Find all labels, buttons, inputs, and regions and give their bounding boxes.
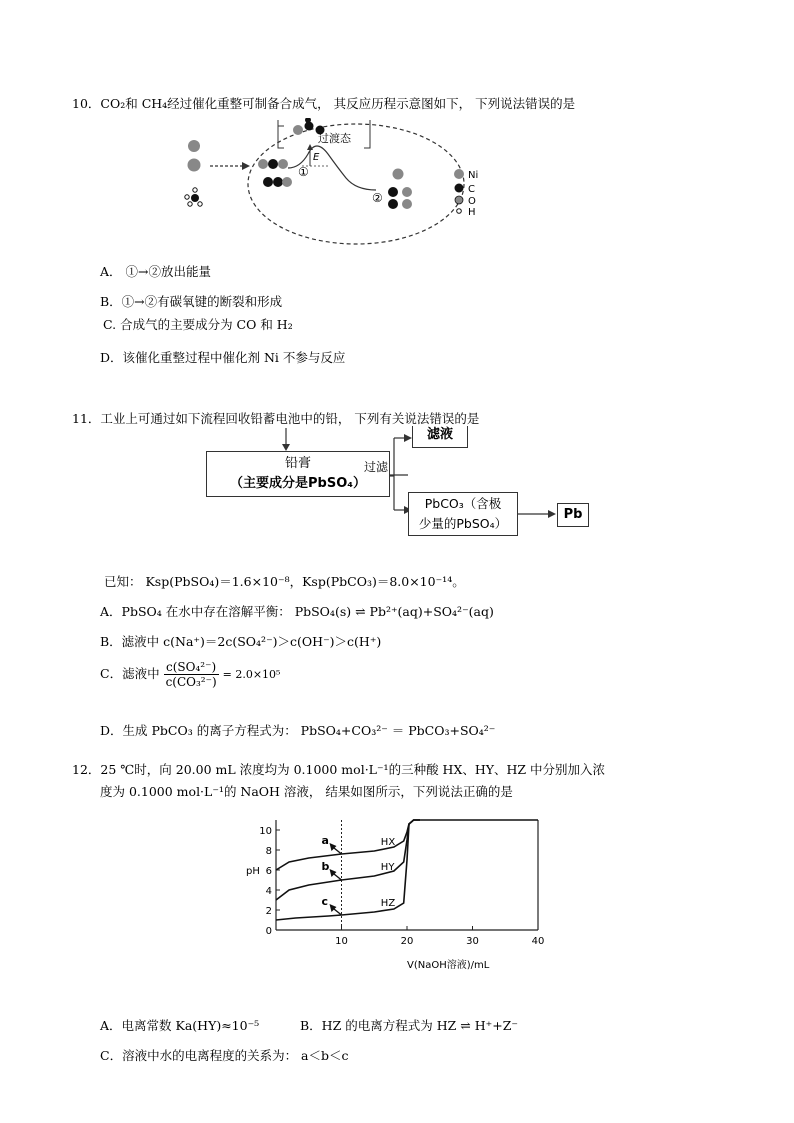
- legend-h: H: [468, 207, 476, 218]
- q11-stem: 11．工业上可通过如下流程回收铅蓄电池中的铅， 下列有关说法错误的是: [72, 411, 480, 426]
- x-tick-label: 20: [400, 936, 414, 947]
- x-tick-label: 10: [335, 936, 348, 947]
- lead-paste-label: 铅膏: [284, 456, 311, 471]
- q10-reaction-diagram: [170, 118, 490, 250]
- fraction-numerator: c(SO₄²⁻): [164, 660, 219, 675]
- fraction-denominator: c(CO₃²⁻): [165, 675, 217, 689]
- q10-option-c[interactable]: C. 合成气的主要成分为 CO 和 H₂: [103, 317, 293, 332]
- series-line-hz: [276, 820, 420, 920]
- q10-option-a[interactable]: A． ①→②放出能量: [100, 264, 211, 279]
- legend-c: C: [468, 184, 475, 195]
- pb-box: Pb: [557, 503, 589, 527]
- x-tick-label: 40: [531, 936, 545, 947]
- q11-option-a[interactable]: A．PbSO₄ 在水中存在溶解平衡： PbSO₄(s) ⇌ Pb²⁺(aq)+SO₄²⁻(aq): [100, 604, 494, 619]
- y-tick-label: 8: [265, 846, 272, 857]
- y-tick-label: 2: [265, 906, 272, 917]
- step2-label: ②: [372, 191, 383, 205]
- y-tick-label: 10: [259, 826, 272, 837]
- q10-option-b[interactable]: B．①→②有碳氧键的断裂和形成: [100, 294, 283, 309]
- q11-option-c[interactable]: [100, 660, 280, 689]
- q11-option-c-fraction: [164, 660, 219, 689]
- legend-ni: Ni: [468, 170, 479, 181]
- series-label-hy: HY: [380, 862, 395, 873]
- point-label-c: c: [321, 895, 329, 908]
- q12-stem-line2: 度为 0.1000 mol·L⁻¹的 NaOH 溶液， 结果如图所示，下列说法正确的是: [100, 784, 513, 799]
- q11-option-c-prefix: C．滤液中: [100, 666, 160, 681]
- q12-option-b[interactable]: B．HZ 的电离方程式为 HZ ⇌ H⁺+Z⁻: [300, 1018, 518, 1033]
- step1-label: ①: [298, 165, 309, 179]
- pbco3-box: [408, 492, 518, 536]
- q12-option-a[interactable]: A．电离常数 Ka(HY)≈10⁻⁵: [100, 1018, 260, 1033]
- q11-option-c-value: = 2.0×10⁵: [222, 668, 281, 681]
- q12-stem-line1: 12．25 ℃时，向 20.00 mL 浓度均为 0.1000 mol·L⁻¹的三种酸 HX、HY、HZ 中分别加入浓: [72, 762, 606, 777]
- pbco3-line2: 少量的PbSO₄）: [418, 516, 508, 531]
- lead-paste-component: （主要成分是PbSO₄）: [230, 476, 366, 491]
- x-axis-label: V(NaOH溶液)/mL: [407, 960, 490, 971]
- legend-o: O: [468, 196, 476, 207]
- q11-known: 已知： Ksp(PbSO₄)＝1.6×10⁻⁸，Ksp(PbCO₃)＝8.0×10⁻¹⁴。: [104, 574, 465, 589]
- q10-option-d[interactable]: D．该催化重整过程中催化剂 Ni 不参与反应: [100, 350, 346, 365]
- q10-stem: 10．CO₂和 CH₄经过催化重整可制备合成气， 其反应历程示意图如下， 下列说法错误的是: [72, 96, 576, 111]
- q12-option-c[interactable]: C．溶液中水的电离程度的关系为： a＜b＜c: [100, 1048, 349, 1063]
- y-tick-label: 4: [265, 886, 272, 897]
- series-line-hx: [276, 820, 420, 870]
- series-label-hz: HZ: [380, 898, 396, 909]
- point-label-a: a: [321, 834, 329, 847]
- q11-option-b[interactable]: B．滤液中 c(Na⁺)＝2c(SO₄²⁻)＞c(OH⁻)＞c(H⁺): [100, 634, 382, 649]
- filter-label: 过滤: [364, 460, 389, 474]
- series-label-hx: HX: [380, 837, 396, 848]
- x-tick-label: 30: [466, 936, 479, 947]
- pbco3-line1: PbCO₃（含极: [424, 496, 502, 511]
- y-tick-label: 0: [265, 926, 272, 937]
- lead-paste-box: [206, 451, 390, 497]
- transition-state-label: 过渡态: [318, 132, 351, 145]
- y-axis-label: pH: [246, 866, 260, 877]
- titration-chart: [236, 812, 556, 972]
- y-tick-label: 6: [265, 866, 272, 877]
- filtrate-box: 滤液: [412, 426, 468, 448]
- chart-marks: [276, 820, 538, 930]
- point-label-b: b: [321, 860, 330, 873]
- energy-label: E: [313, 152, 320, 163]
- q11-option-d[interactable]: D．生成 PbCO₃ 的离子方程式为： PbSO₄+CO₃²⁻ ＝ PbCO₃+SO₄²⁻: [100, 723, 496, 738]
